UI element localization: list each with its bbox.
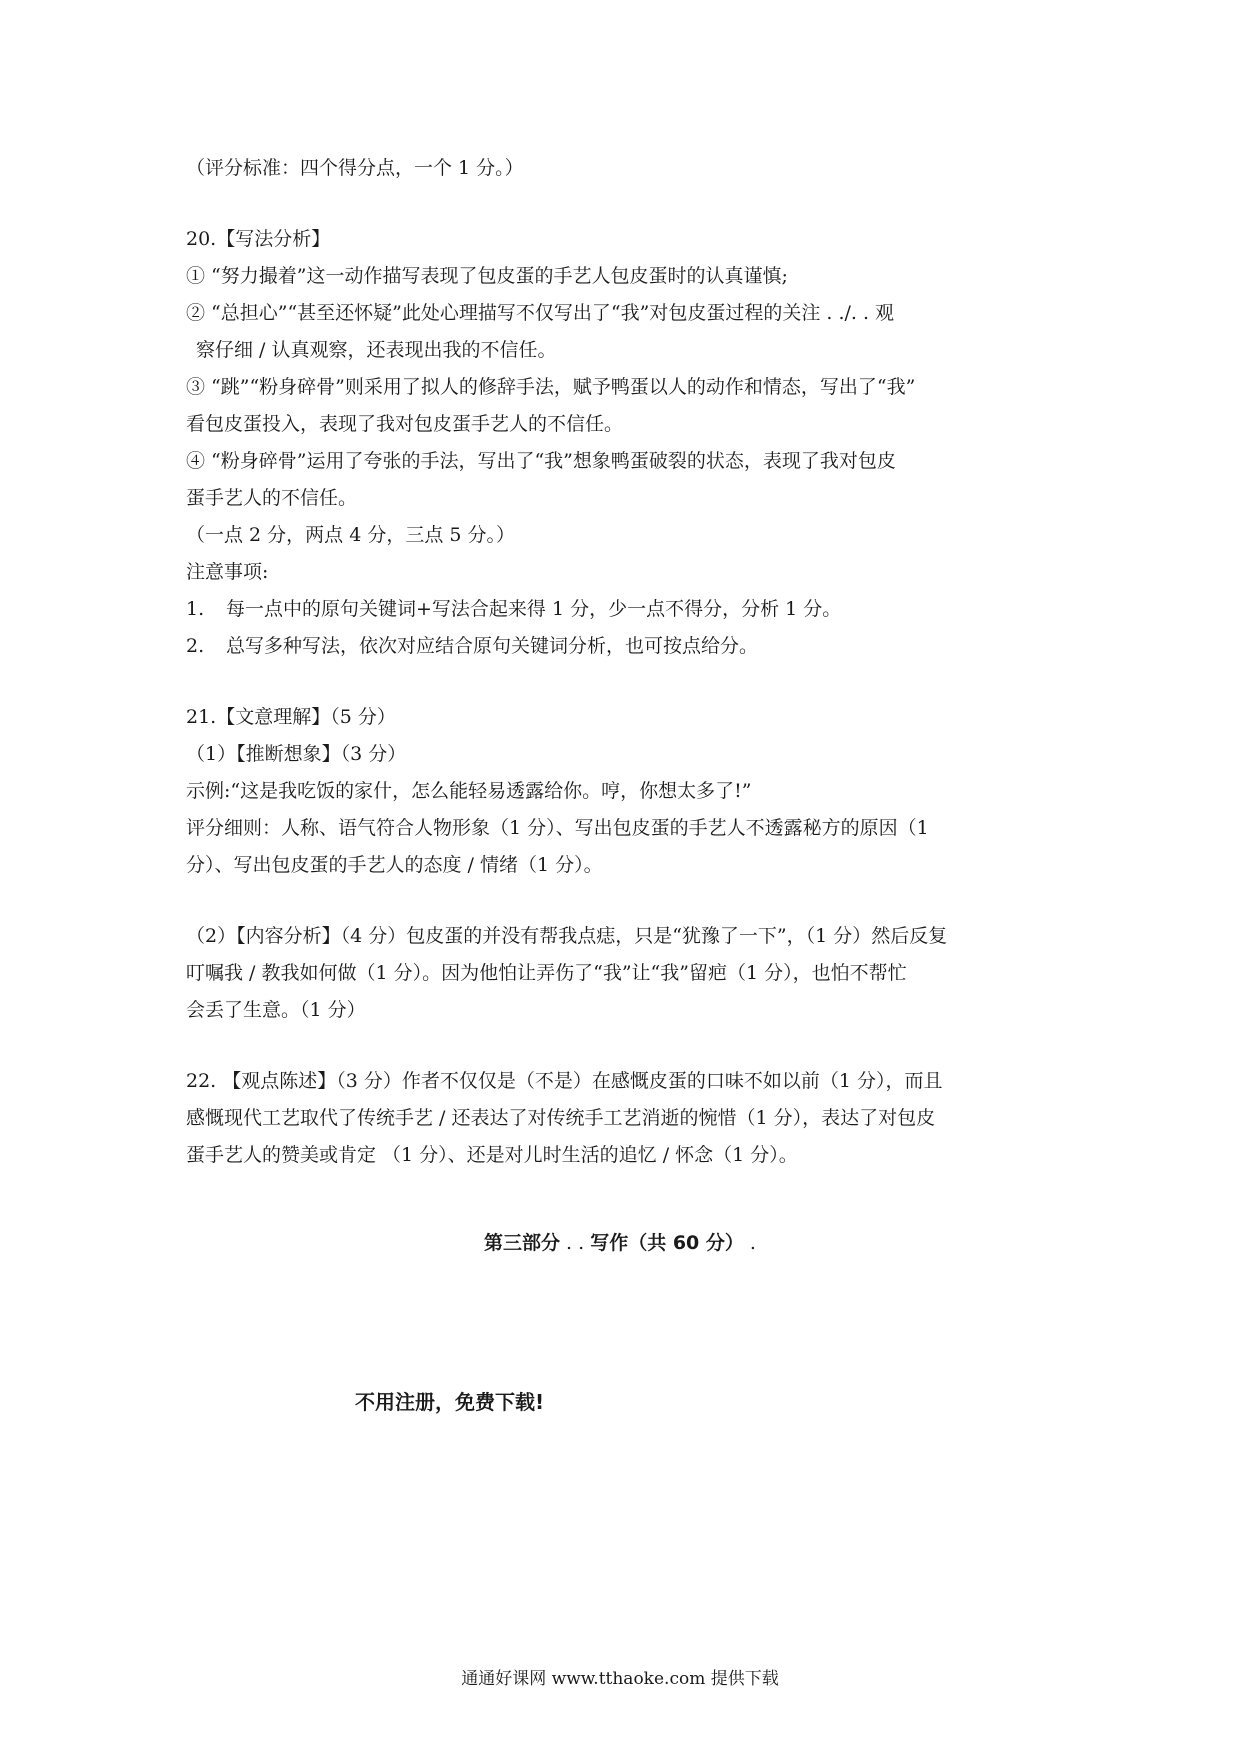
part3-separator: . . xyxy=(560,1232,591,1254)
q19-score-note: （评分标准：四个得分点，一个 1 分。） xyxy=(186,157,524,179)
q21-sub2-line-3: 会丢了生意。（1 分） xyxy=(186,999,366,1021)
answer-content xyxy=(186,150,1066,1174)
q21-criteria-2: 分）、写出包皮蛋的手艺人的态度 / 情绪（1 分）。 xyxy=(186,854,603,876)
q20-item-4: ④ “粉身碎骨”运用了夸张的手法，写出了“我”想象鸭蛋破裂的状态，表现了我对包皮 xyxy=(186,450,896,472)
q22-line-1: 22. 【观点陈述】（3 分）作者不仅仅是（不是）在感慨皮蛋的口味不如以前（1 分），而且 xyxy=(186,1070,943,1092)
part3-label: 第三部分 xyxy=(484,1232,561,1254)
q20-item-1: ① “努力撮着”这一动作描写表现了包皮蛋的手艺人包皮蛋时的认真谨慎; xyxy=(186,265,788,287)
notice-number: 1. xyxy=(186,598,205,620)
q22-line-3: 蛋手艺人的赞美或肯定 （1 分）、还是对儿时生活的追忆 / 怀念（1 分）。 xyxy=(186,1144,798,1166)
part3-title xyxy=(0,1228,1240,1255)
part3-subtitle: 写作（共 60 分） xyxy=(590,1232,744,1254)
q20-notice-2 xyxy=(186,628,1066,665)
q20-item-2-cont: 察仔细 / 认真观察，还表现出我的不信任。 xyxy=(196,339,557,361)
q21-sub2-line-1: （2）【内容分析】（4 分）包皮蛋的并没有帮我点痣，只是“犹豫了一下”，（1 分）然后反复 xyxy=(186,925,948,947)
q21-heading: 21.【文意理解】（5 分） xyxy=(186,706,396,728)
q21-criteria-1: 评分细则：人称、语气符合人物形象（1 分）、写出包皮蛋的手艺人不透露秘方的原因（1 xyxy=(186,817,929,839)
q20-score-note: （一点 2 分，两点 4 分，三点 5 分。） xyxy=(186,524,516,546)
notice-number: 2. xyxy=(186,635,205,657)
q20-item-2: ② “总担心”“甚至还怀疑”此处心理描写不仅写出了“我”对包皮蛋过程的关注 . ./. . 观 xyxy=(186,302,895,324)
q20-item-3-cont: 看包皮蛋投入，表现了我对包皮蛋手艺人的不信任。 xyxy=(186,413,624,435)
free-download-notice: 不用注册，免费下载! xyxy=(355,1390,545,1414)
q20-item-4-cont: 蛋手艺人的不信任。 xyxy=(186,487,358,509)
q20-notice-title: 注意事项: xyxy=(186,561,269,583)
page-footer: 通通好课网 www.tthaoke.com 提供下载 xyxy=(461,1669,779,1689)
q20-notice-1 xyxy=(186,591,1066,628)
q22-line-2: 感慨现代工艺取代了传统手艺 / 还表达了对传统手工艺消逝的惋惜（1 分），表达了对包皮 xyxy=(186,1107,936,1129)
q20-item-3: ③ “跳”“粉身碎骨”则采用了拟人的修辞手法，赋予鸭蛋以人的动作和情态，写出了“我” xyxy=(186,376,916,398)
notice-text: 总写多种写法，依次对应结合原句关键词分析，也可按点给分。 xyxy=(226,635,759,657)
part3-trail: . xyxy=(743,1232,756,1254)
q21-sub2-line-2: 叮嘱我 / 教我如何做（1 分）。因为他怕让弄伤了“我”让“我”留疤（1 分），也怕不帮忙 xyxy=(186,962,907,984)
q21-example: 示例:“这是我吃饭的家什，怎么能轻易透露给你。哼，你想太多了!” xyxy=(186,780,752,802)
q21-sub1-heading: （1）【推断想象】（3 分） xyxy=(186,743,407,765)
notice-text: 每一点中的原句关键词+写法合起来得 1 分，少一点不得分，分析 1 分。 xyxy=(226,598,842,620)
q20-heading: 20.【写法分析】 xyxy=(186,228,331,250)
